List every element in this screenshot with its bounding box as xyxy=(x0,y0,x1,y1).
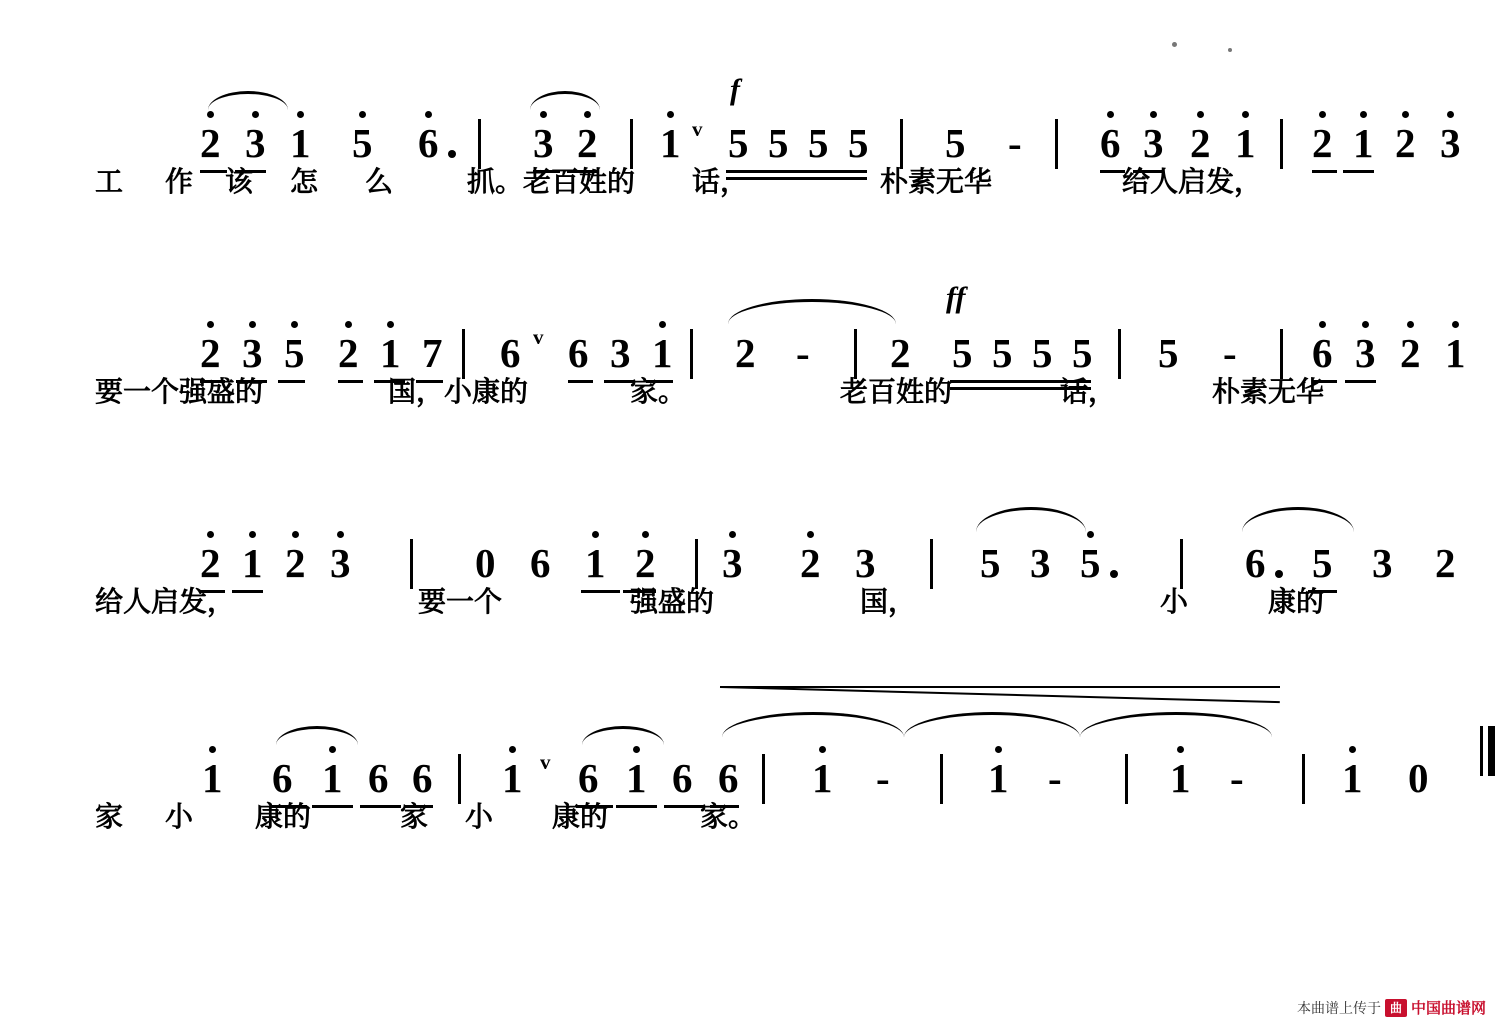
barline xyxy=(630,119,633,169)
tie xyxy=(722,712,904,737)
note: 3 xyxy=(1440,123,1461,164)
music-system-2 xyxy=(90,281,1466,441)
barline xyxy=(930,539,933,589)
lyric: 小 xyxy=(165,800,194,833)
note: 1 xyxy=(242,543,263,584)
note: 5 xyxy=(352,123,373,164)
note: 1 xyxy=(988,758,1009,799)
note: 5 xyxy=(992,333,1013,374)
note: 5 xyxy=(768,123,789,164)
lyric: 家。 xyxy=(700,800,757,833)
note-dash: - xyxy=(1223,330,1237,376)
note-dash: - xyxy=(876,755,890,801)
note: 6 xyxy=(412,758,433,799)
barline xyxy=(690,329,693,379)
note: 5 xyxy=(1158,330,1179,376)
note-dash: - xyxy=(1008,120,1022,166)
note-dash: - xyxy=(1048,755,1062,801)
lyric: 作 xyxy=(165,165,194,198)
note: 5 xyxy=(1072,333,1093,374)
slur xyxy=(976,507,1086,532)
lyric: 康的 xyxy=(255,800,312,833)
note: 6 xyxy=(368,758,389,799)
note: 5 xyxy=(952,333,973,374)
note: 1 xyxy=(1235,123,1256,164)
note: 1 xyxy=(812,758,833,799)
scan-speck xyxy=(1172,42,1177,47)
note: 2 xyxy=(285,543,306,584)
note: 6 xyxy=(1100,123,1121,164)
notes-row-2 xyxy=(90,281,1466,385)
music-system-3 xyxy=(90,515,1456,651)
note: 6 xyxy=(1312,333,1333,374)
barline xyxy=(1125,754,1128,804)
lyric: 抓。老百姓的 xyxy=(467,165,636,198)
note-dash: - xyxy=(796,330,810,376)
note: 1 xyxy=(290,123,311,164)
slur xyxy=(1242,507,1354,532)
lyric: 强盛的 xyxy=(630,585,715,618)
note: 5 xyxy=(848,123,869,164)
note: 5 xyxy=(284,333,305,374)
footer-prefix: 本曲谱上传于 xyxy=(1296,1000,1381,1017)
barline xyxy=(410,539,413,589)
breath-mark: v xyxy=(540,750,551,774)
note: 1 xyxy=(585,543,606,584)
note: 2 xyxy=(1312,123,1333,164)
note: 6 xyxy=(272,758,293,799)
note: 5 xyxy=(1080,543,1101,584)
lyric: 国，小康的 xyxy=(388,375,529,408)
barline xyxy=(940,754,943,804)
note: 1 xyxy=(1445,333,1466,374)
note: 3 xyxy=(610,333,631,374)
slur xyxy=(276,726,358,745)
note: 6 xyxy=(500,330,521,376)
note-dash: - xyxy=(1230,755,1244,801)
barline xyxy=(854,329,857,379)
note: 2 xyxy=(338,333,359,374)
note: 3 xyxy=(245,123,266,164)
dynamic-fortissimo: ff xyxy=(946,281,966,314)
tie xyxy=(904,712,1080,737)
note: 1 xyxy=(660,123,681,164)
note: 3 xyxy=(242,333,263,374)
lyric: 老百姓的 xyxy=(840,375,953,408)
note: 5 xyxy=(945,120,966,166)
note: 2 xyxy=(735,330,756,376)
note: 1 xyxy=(1342,758,1363,799)
barline xyxy=(1280,329,1283,379)
note: 1 xyxy=(322,758,343,799)
slur xyxy=(208,91,288,110)
lyric: 工 xyxy=(95,165,124,198)
lyric: 家 xyxy=(400,800,429,833)
note: 2 xyxy=(200,333,221,374)
note: 5 xyxy=(980,540,1001,586)
site-logo-icon: 曲 xyxy=(1385,999,1407,1017)
barline xyxy=(1055,119,1058,169)
music-system-1 xyxy=(90,73,1461,231)
note: 1 xyxy=(502,758,523,799)
note: 3 xyxy=(855,540,876,586)
breath-mark: v xyxy=(692,117,703,141)
note: 6 xyxy=(578,758,599,799)
note: 2 xyxy=(200,543,221,584)
lyric: 给人启发， xyxy=(1122,165,1263,198)
barline xyxy=(695,539,698,589)
hairpin-line xyxy=(720,686,1280,712)
notes-row-3 xyxy=(90,515,1456,595)
note: 1 xyxy=(202,758,223,799)
lyric: 怎 xyxy=(290,165,319,198)
barline xyxy=(478,119,481,169)
barline xyxy=(900,119,903,169)
barline xyxy=(762,754,765,804)
note: 3 xyxy=(330,543,351,584)
music-system-4 xyxy=(90,730,1429,866)
note: 3 xyxy=(1143,123,1164,164)
note: 2 xyxy=(200,123,221,164)
dynamic-forte: f xyxy=(730,73,740,106)
note: 5 xyxy=(808,123,829,164)
note: 2 xyxy=(635,543,656,584)
note: 3 xyxy=(533,123,554,164)
breath-mark: v xyxy=(533,325,544,349)
note: 0 xyxy=(1408,755,1429,801)
note: 6 xyxy=(1245,543,1266,584)
barline xyxy=(1302,754,1305,804)
lyric: 要一个强盛的 xyxy=(95,375,264,408)
note: 2 xyxy=(1435,540,1456,586)
slur xyxy=(530,91,600,110)
note: 6 xyxy=(418,123,439,164)
note: 6 xyxy=(568,333,589,374)
lyric-row-4 xyxy=(90,802,1420,858)
barline xyxy=(1118,329,1121,379)
lyric: 话， xyxy=(692,165,749,198)
tie xyxy=(1080,712,1272,737)
note: 3 xyxy=(1372,540,1393,586)
lyric: 朴素无华 xyxy=(1212,375,1325,408)
lyric: 家。 xyxy=(630,375,687,408)
note: 2 xyxy=(890,330,911,376)
notes-row-1 xyxy=(90,73,1461,175)
slur xyxy=(728,299,896,324)
note: 5 xyxy=(1312,543,1333,584)
note: 6 xyxy=(672,758,693,799)
note: 5 xyxy=(1032,333,1053,374)
barline xyxy=(462,329,465,379)
note: 6 xyxy=(718,758,739,799)
lyric: 康的 xyxy=(1268,585,1325,618)
slur xyxy=(582,726,664,745)
note: 3 xyxy=(1355,333,1376,374)
barline xyxy=(458,754,461,804)
lyric: 该 xyxy=(225,165,254,198)
notes-row-4 xyxy=(90,730,1429,810)
note: 7 xyxy=(422,333,443,374)
note: 2 xyxy=(577,123,598,164)
footer-site-name: 中国曲谱网 xyxy=(1410,999,1486,1017)
note: 1 xyxy=(380,333,401,374)
barline xyxy=(1280,119,1283,169)
lyric-row-2 xyxy=(90,377,1420,433)
lyric: 小 xyxy=(465,800,494,833)
footer-watermark xyxy=(1297,997,1486,1018)
note: 2 xyxy=(1190,123,1211,164)
lyric-row-1 xyxy=(90,167,1420,223)
lyric: 要一个 xyxy=(418,585,503,618)
note: 2 xyxy=(1395,123,1416,164)
lyric: 小 xyxy=(1160,585,1189,618)
note: 5 xyxy=(728,123,749,164)
note: 2 xyxy=(1400,333,1421,374)
note: 6 xyxy=(530,540,551,586)
note: 2 xyxy=(800,543,821,584)
lyric: 给人启发， xyxy=(95,585,236,618)
scan-speck xyxy=(1228,48,1232,52)
note: 0 xyxy=(475,540,496,586)
note: 1 xyxy=(1353,123,1374,164)
barline xyxy=(1180,539,1183,589)
lyric: 国， xyxy=(860,585,917,618)
lyric: 话， xyxy=(1060,375,1117,408)
note: 1 xyxy=(1170,758,1191,799)
note: 3 xyxy=(722,543,743,584)
note: 3 xyxy=(1030,540,1051,586)
lyric: 朴素无华 xyxy=(880,165,993,198)
lyric: 家 xyxy=(95,800,124,833)
lyric: 么 xyxy=(365,165,394,198)
note: 1 xyxy=(652,333,673,374)
lyric-row-3 xyxy=(90,587,1420,643)
lyric: 康的 xyxy=(552,800,609,833)
note: 1 xyxy=(626,758,647,799)
